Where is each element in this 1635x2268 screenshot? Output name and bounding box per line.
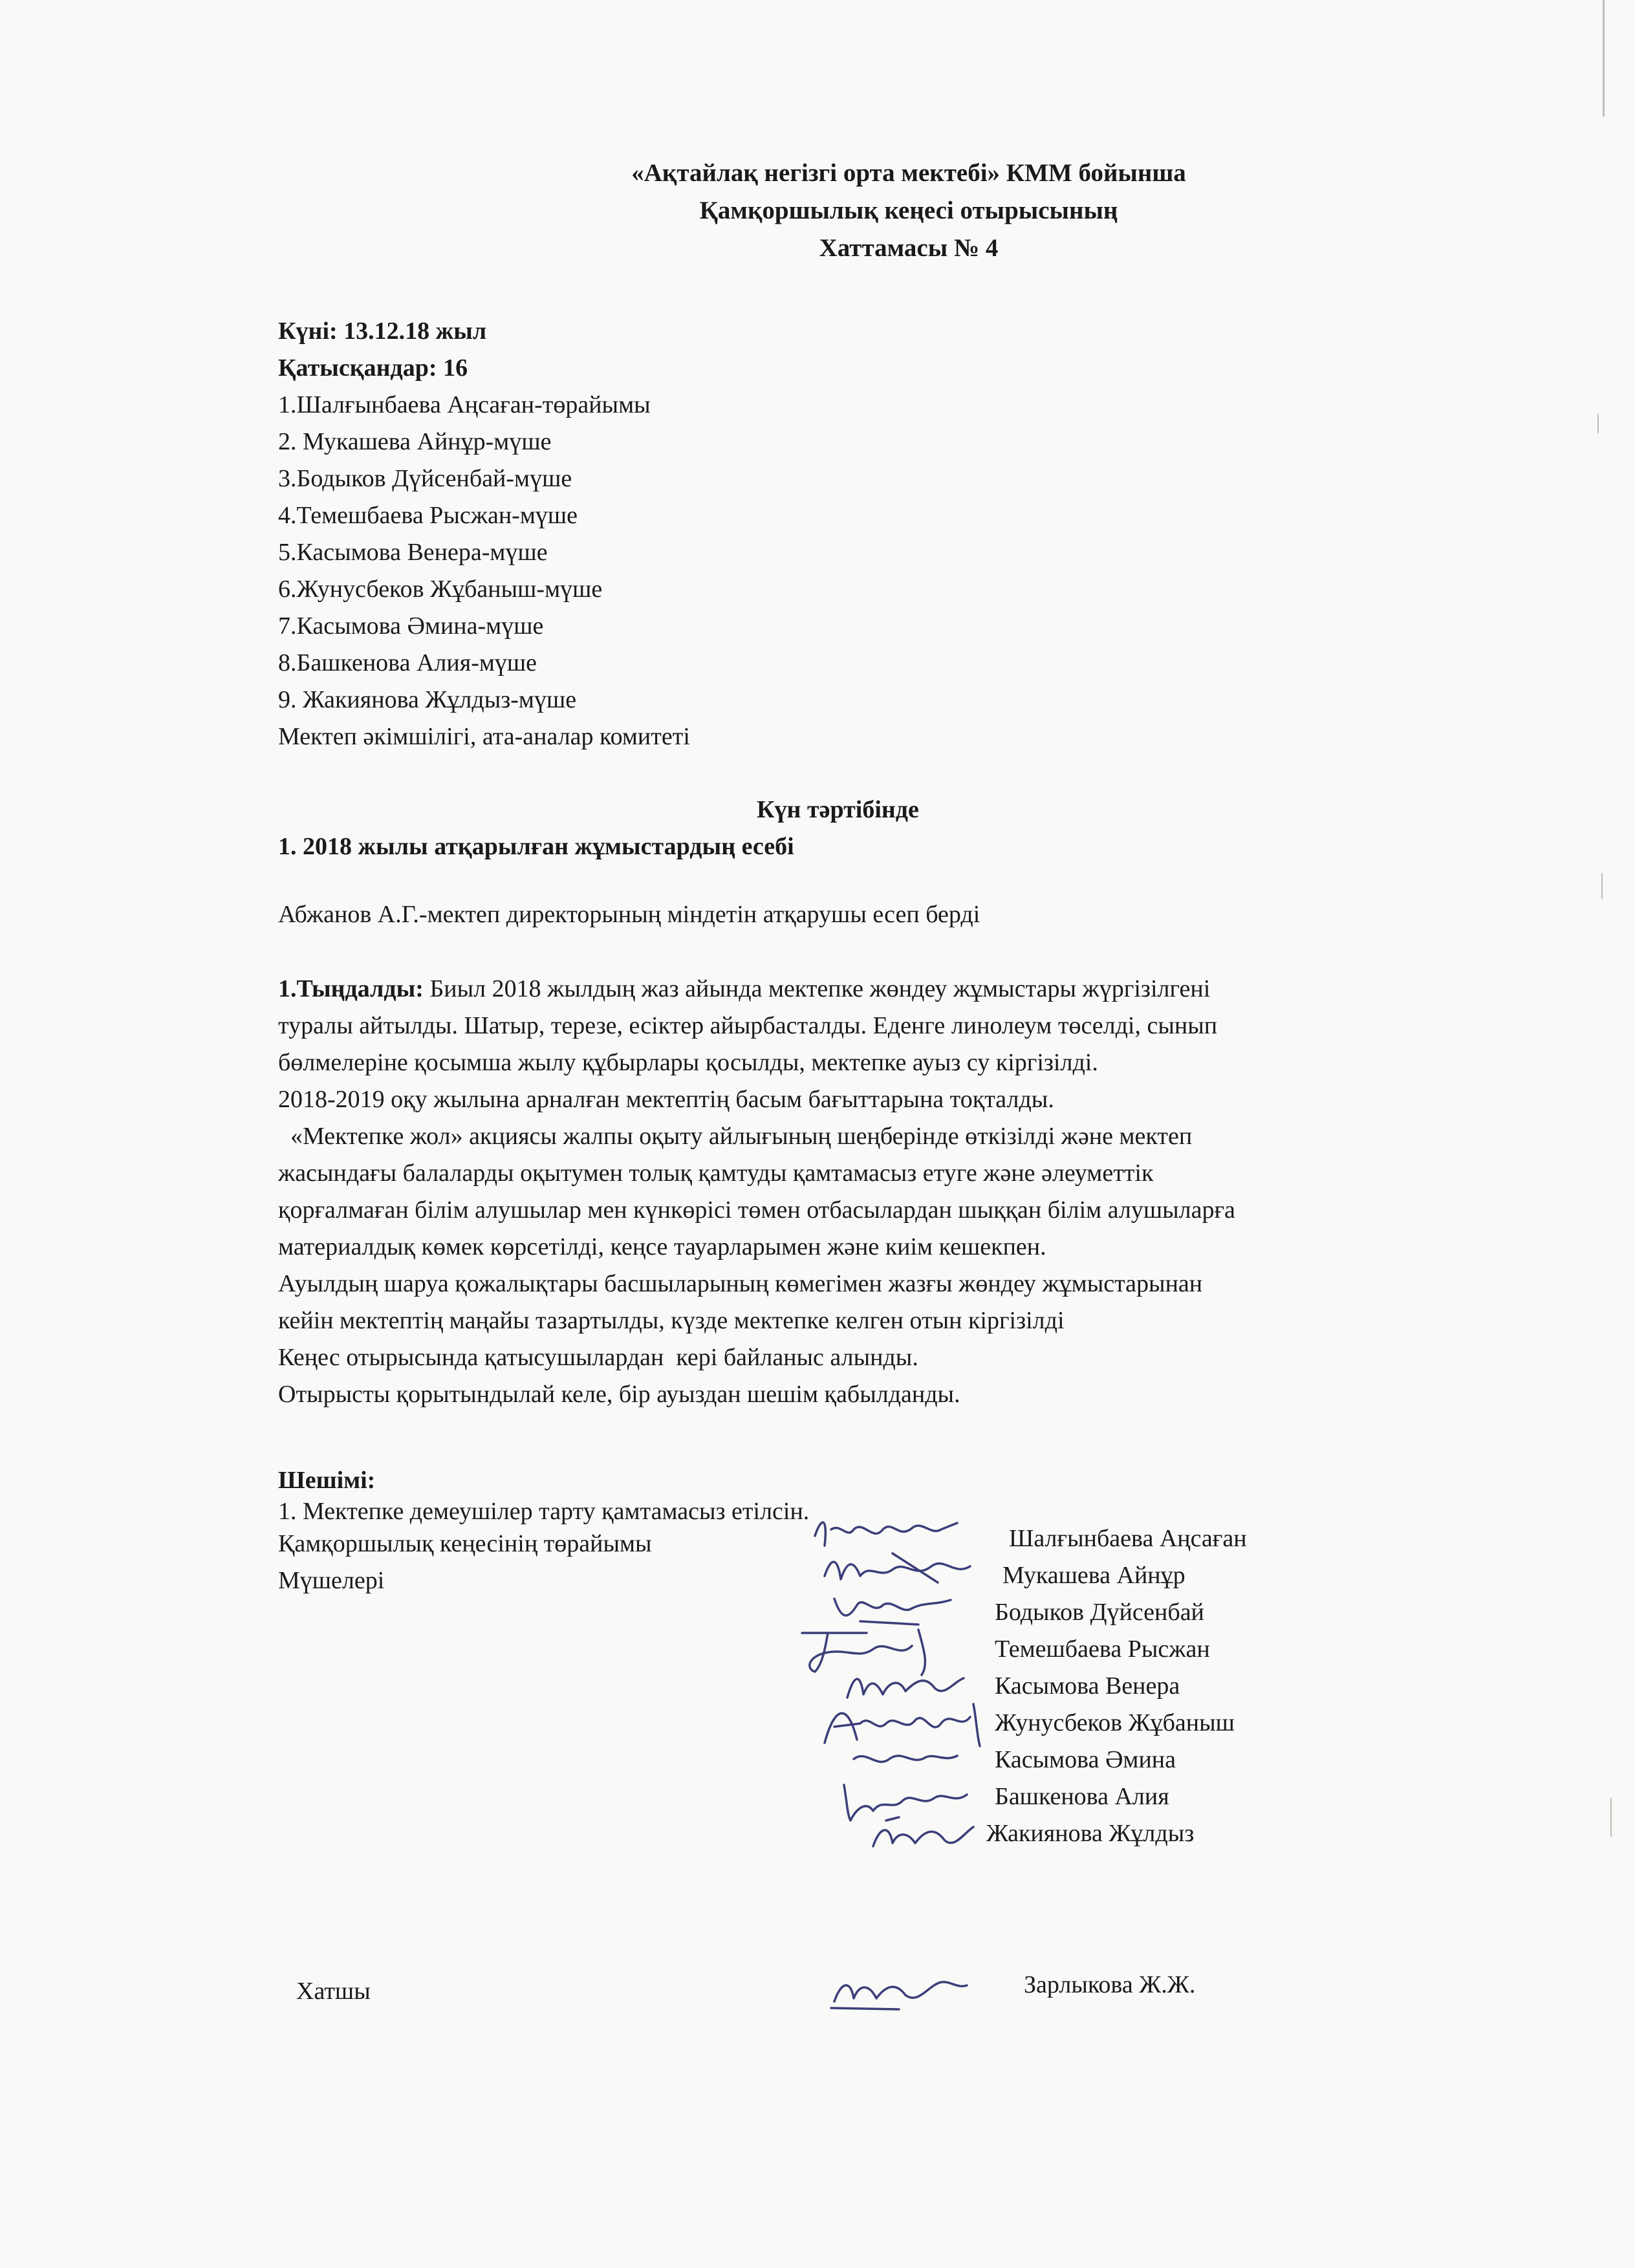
member-item: 8.Башкенова Алия-мүше: [278, 649, 537, 676]
others-present: Мектеп әкімшілігі, ата-аналар комитеті: [278, 723, 690, 750]
member-item: 2. Мукашева Айнұр-мүше: [278, 428, 552, 455]
signatory-name: Касымова Әмина: [995, 1746, 1176, 1773]
decision-label: Шешімі:: [278, 1467, 376, 1494]
heard-first-line: [278, 977, 1210, 1001]
document-title-line1: «Ақтайлақ негізгі орта мектебі» КММ бойынша: [631, 159, 1186, 187]
secretary-label: Хатшы: [296, 1978, 371, 2005]
signatory-name: Башкенова Алия: [995, 1783, 1169, 1810]
scan-mark: [1597, 414, 1599, 433]
signatory-name: Жакиянова Жұлдыз: [986, 1820, 1195, 1847]
signatory-name: Жунусбеков Жұбаныш: [995, 1709, 1235, 1736]
meeting-date: Күні: 13.12.18 жыл: [278, 318, 487, 345]
decision-item: 1. Мектепке демеушілер тарту қамтамасыз етілсін.: [278, 1498, 810, 1525]
participants-count: Қатысқандар: 16: [278, 354, 468, 382]
handwritten-signature: [860, 1811, 1002, 1856]
heard-text-line: «Мектепке жол» акциясы жалпы оқыту айлығының шеңберінде өткізілді және мектеп: [278, 1123, 1193, 1150]
signatory-name: Касымова Венера: [995, 1672, 1180, 1700]
signatory-name: Темешбаева Рысжан: [995, 1636, 1210, 1663]
heard-label: 1.Тыңдалды:: [278, 975, 424, 1002]
members-label: Мүшелері: [278, 1567, 385, 1594]
heard-text-line: Отырысты қорытындылай келе, бір ауыздан шешім қабылданды.: [278, 1381, 960, 1408]
member-item: 7.Касымова Әмина-мүше: [278, 612, 544, 640]
heard-text-line: 2018-2019 оқу жылына арналған мектептің басым бағыттарына тоқталды.: [278, 1086, 1054, 1113]
secretary-name: Зарлыкова Ж.Ж.: [1024, 1971, 1196, 1998]
document-title-line3: Хаттамасы № 4: [819, 234, 999, 262]
scan-mark: [1603, 0, 1605, 116]
signatory-name: Бодыков Дүйсенбай: [995, 1599, 1204, 1626]
heard-text-line: қорғалмаған білім алушылар мен күнкөрісі төмен отбасылардан шыққан білім алушыларға: [278, 1196, 1235, 1224]
member-item: 3.Бодыков Дүйсенбай-мүше: [278, 465, 572, 492]
heard-text-line: материалдық көмек көрсетілді, кеңсе тауарларымен және киім кешекпен.: [278, 1233, 1046, 1260]
document-title-line2: Қамқоршылық кеңесі отырысының: [699, 197, 1118, 224]
heard-text-line: Кеңес отырысында қатысушылардан кері байланыс алынды.: [278, 1344, 918, 1371]
scan-mark: [1610, 1798, 1612, 1837]
member-item: 4.Темешбаева Рысжан-мүше: [278, 502, 578, 529]
heard-text-line: бөлмелеріне қосымша жылу құбырлары қосылды, мектепке ауыз су кіргізілді.: [278, 1049, 1098, 1076]
reporter-line: Абжанов А.Г.-мектеп директорының міндетін атқарушы есеп берді: [278, 901, 980, 928]
signatory-name: Шалғынбаева Аңсаған: [1009, 1525, 1247, 1552]
heard-text-line: кейін мектептің маңайы тазартылды, күзде мектепке келген отын кіргізілді: [278, 1307, 1065, 1334]
chair-label: Қамқоршылық кеңесінің төрайымы: [278, 1530, 652, 1557]
handwritten-signature: [821, 1969, 983, 2014]
handwritten-signature: [841, 1740, 983, 1775]
heard-text-line: туралы айтылды. Шатыр, терезе, есіктер айырбасталды. Еденге линолеум төселді, сынып: [278, 1012, 1218, 1039]
scan-mark: [1601, 873, 1603, 899]
member-item: 6.Жунусбеков Жұбаныш-мүше: [278, 576, 603, 603]
heard-text: Биыл 2018 жылдың жаз айында мектепке жөндеу жұмыстары жүргізілгені: [423, 975, 1211, 1002]
heard-text-line: жасындағы балаларды оқытумен толық қамтуды қамтамасыз етуге және әлеуметтік: [278, 1160, 1154, 1187]
member-item: 9. Жакиянова Жұлдыз-мүше: [278, 686, 577, 713]
member-item: 1.Шалғынбаева Аңсаған-төрайымы: [278, 391, 651, 418]
heard-text-line: Ауылдың шаруа қожалықтары басшыларының көмегімен жазғы жөндеу жұмыстарынан: [278, 1270, 1203, 1297]
member-item: 5.Касымова Венера-мүше: [278, 539, 548, 566]
agenda-title: Күн тәртібінде: [757, 796, 919, 823]
agenda-item: 1. 2018 жылы атқарылған жұмыстардың есебі: [278, 833, 794, 860]
signatory-name: Мукашева Айнұр: [1002, 1562, 1186, 1589]
